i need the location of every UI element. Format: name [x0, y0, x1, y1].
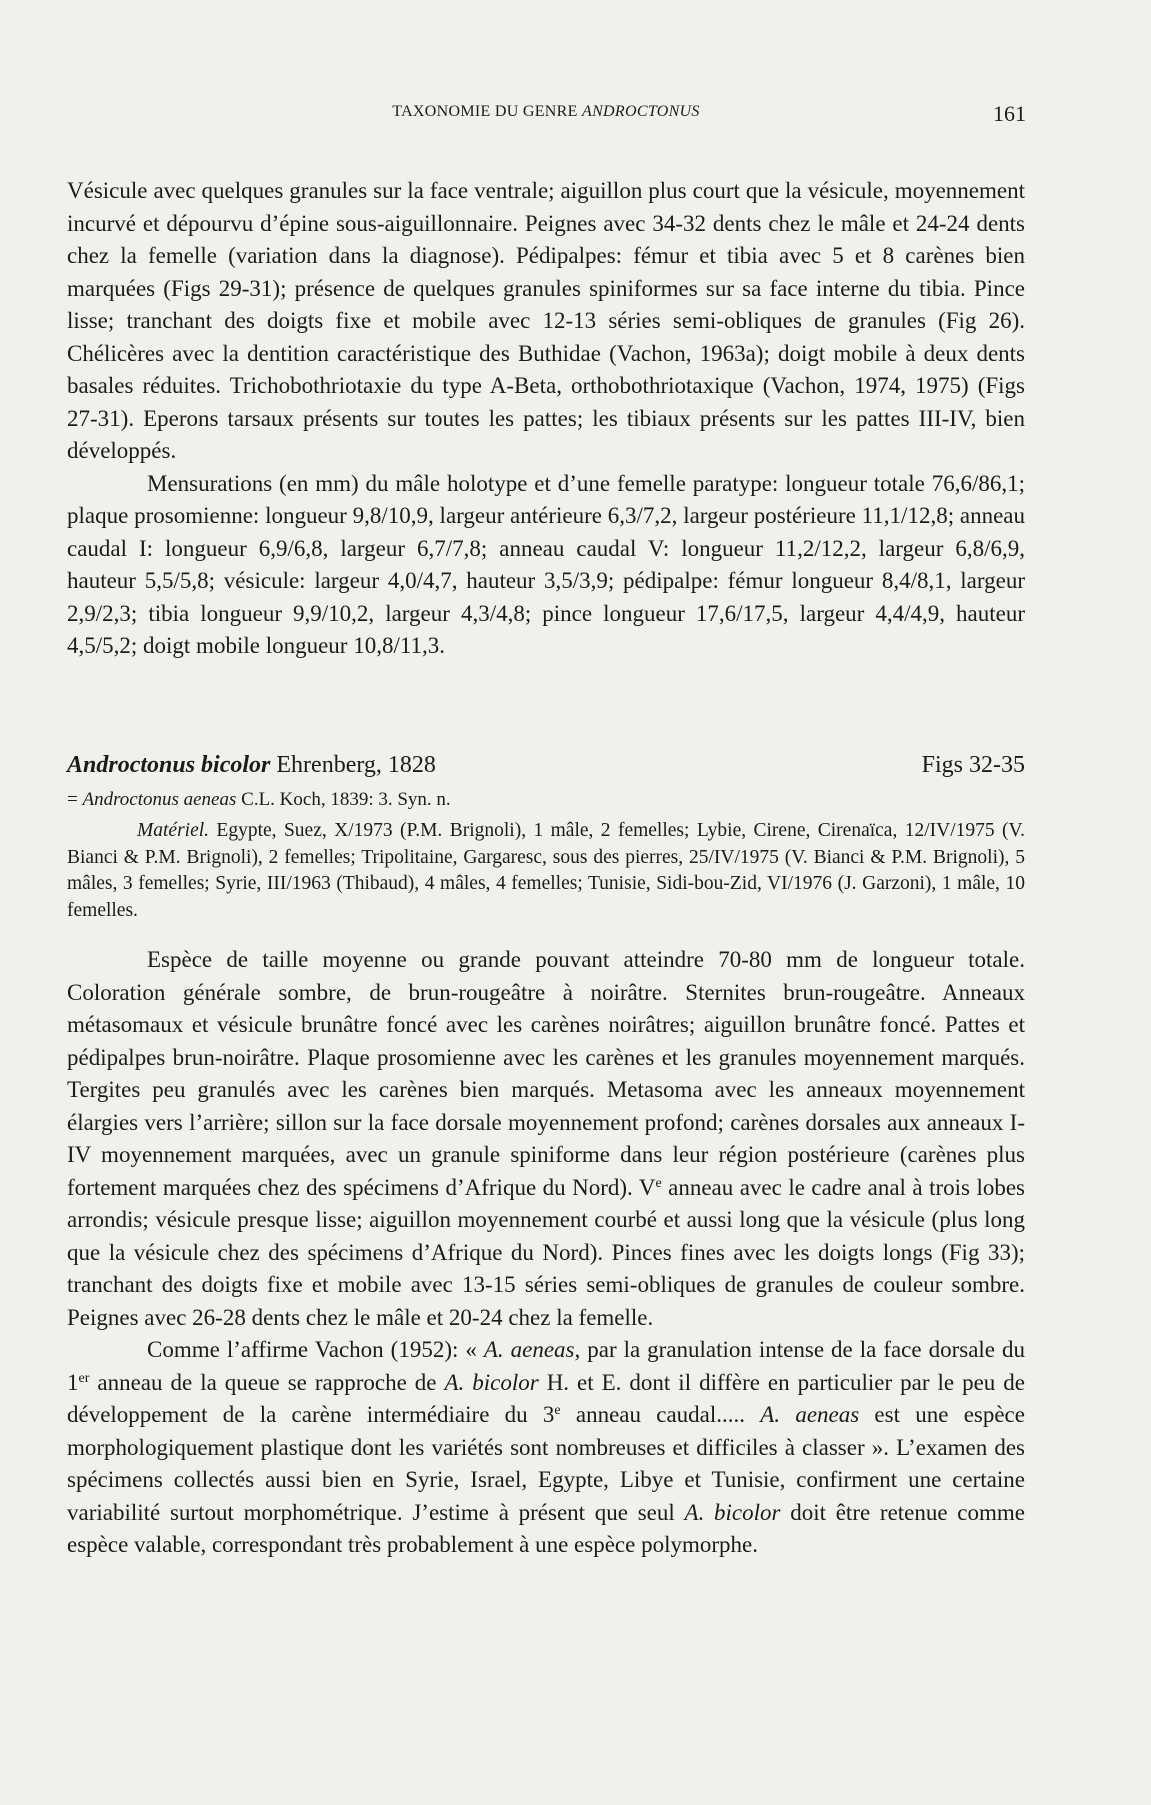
species-authority: Ehrenberg, 1828 [270, 752, 436, 778]
running-title: TAXONOMIE DU GENRE ANDROCTONUS [392, 103, 700, 120]
intro-paragraph-2: Mensurations (en mm) du mâle holotype et d’une femelle paratype: longueur totale 76,6/86,1; plaque prosomienne: longueur 9,8/10,9, largeur antérieure 6,3/7,2, largeur postérieure 11,1/12,8; anneau caudal I: longueur 6,9/6,8, largeur 6,7/7,8; anneau caudal V: longueur 11,2/12,2, largeur 6,8/6,9, hauteur 5,5/5,8; vésicule: largeur 4,0/4,7, hauteur 3,5/3,9; pédipalpe: fémur longueur 8,4/8,1, largeur 2,9/2,3; tibia longueur 9,9/10,2, largeur 4,3/4,8; pince longueur 17,6/17,5, largeur 4,4/4,9, hauteur 4,5/5,2; doigt mobile longueur 10,8/11,3. [67, 470, 1025, 658]
species-heading [67, 752, 1025, 784]
intro-paragraph-1: Vésicule avec quelques granules sur la face ventrale; aiguillon plus court que la vésicule, moyennement incurvé et dépourvu d’épine sous-aiguillonnaire. Peignes avec 34-32 dents chez le mâle et 24-24 dents chez la femelle (variation dans la diagnose). Pédipalpes: fémur et tibia avec 5 et 8 carènes bien marquées (Figs 29-31); présence de quelques granules spiniformes sur sa face interne du tibia. Pince lisse; tranchant des doigts fixe et mobile avec 12-13 séries semi-obliques de granules (Fig 26). Chélicères avec la dentition caractéristique des Buthidae (Vachon, 1963a); doigt mobile à deux dents basales réduites. Trichobothriotaxie du type A-Beta, orthobothriotaxique (Vachon, 1974, 1975) (Figs 27-31). Eperons tarsaux présents sur toutes les pattes; les tibiaux présents sur les pattes III-IV, bien développés. [67, 178, 1025, 463]
discussion-paragraph: Comme l’affirme Vachon (1952): « A. aeneas, par la granulation intense de la face dorsale du 1er anneau de la queue se rapproche de A. bicolor H. et E. dont il diffère en particulier par le peu de développement de la carène intermédiaire du 3e anneau caudal..... A. aeneas est une espèce morphologiquement plastique dont les variétés sont nombreuses et difficiles à classer ». L’examen des spécimens collectés aussi bien en Syrie, Israel, Egypte, Libye et Tunisie, confirment une certaine variabilité surtout morphométrique. J’estime à présent que seul A. bicolor doit être retenue comme espèce valable, correspondant très probablement à une espèce polymorphe. [67, 1337, 1026, 1557]
material-text: Egypte, Suez, X/1973 (P.M. Brignoli), 1 mâle, 2 femelles; Lybie, Cirene, Cirenaïca, 12/IV/1975 (V. Bianci & P.M. Brignoli), 2 femelles; Tripolitaine, Gargaresc, sous des pierres, 25/IV/1975 (V. Bianci & P.M. Brignoli), 5 mâles, 3 femelles; Syrie, III/1963 (Thibaud), 4 mâles, 4 femelles; Tunisie, Sidi-bou-Zid, VI/1976 (J. Garzoni), 1 mâle, 10 femelles. [67, 820, 1025, 921]
species-name: Androctonus bicolor [67, 752, 271, 778]
description-paragraph: Espèce de taille moyenne ou grande pouvant atteindre 70-80 mm de longueur totale. Coloration générale sombre, de brun-rougeâtre à noirâtre. Sternites brun-rougeâtre. Anneaux métasomaux et vésicule brunâtre foncé avec les carènes noirâtres; aiguillon brunâtre foncé. Pattes et pédipalpes brun-noirâtre. Plaque prosomienne avec les carènes et les granules moyennement marqués. Tergites peu granulés avec les carènes bien marqués. Metasoma avec les anneaux moyennement élargies vers l’arrière; sillon sur la face dorsale moyennement profond; carènes dorsales aux anneaux I-IV moyennement marquées, avec un granule spiniforme dans leur région postérieure (carènes plus fortement marquées chez des spécimens d’Afrique du Nord). Ve anneau avec le cadre anal à trois lobes arrondis; vésicule presque lisse; aiguillon moyennement courbé et aussi long que la vésicule (plus long que la vésicule chez des spécimens d’Afrique du Nord). Pinces fines avec les doigts longs (Fig 33); tranchant des doigts fixe et mobile avec 13-15 séries semi-obliques de granules de couleur sombre. Peignes avec 26-28 dents chez le mâle et 20-24 chez la femelle. [67, 947, 1025, 1330]
material-label: Matériel. [137, 820, 210, 841]
description-section [67, 944, 1025, 1562]
synonym-line: = Androctonus aeneas C.L. Koch, 1839: 3. Syn. n. [67, 789, 451, 810]
material-examined [67, 818, 1025, 924]
running-header [66, 101, 1026, 127]
running-title-genus: ANDROCTONUS [582, 103, 700, 120]
synonym-name: Androctonus aeneas [82, 789, 237, 810]
figure-reference: Figs 32-35 [921, 752, 1025, 778]
page-number: 161 [993, 101, 1026, 126]
intro-section [67, 175, 1025, 663]
